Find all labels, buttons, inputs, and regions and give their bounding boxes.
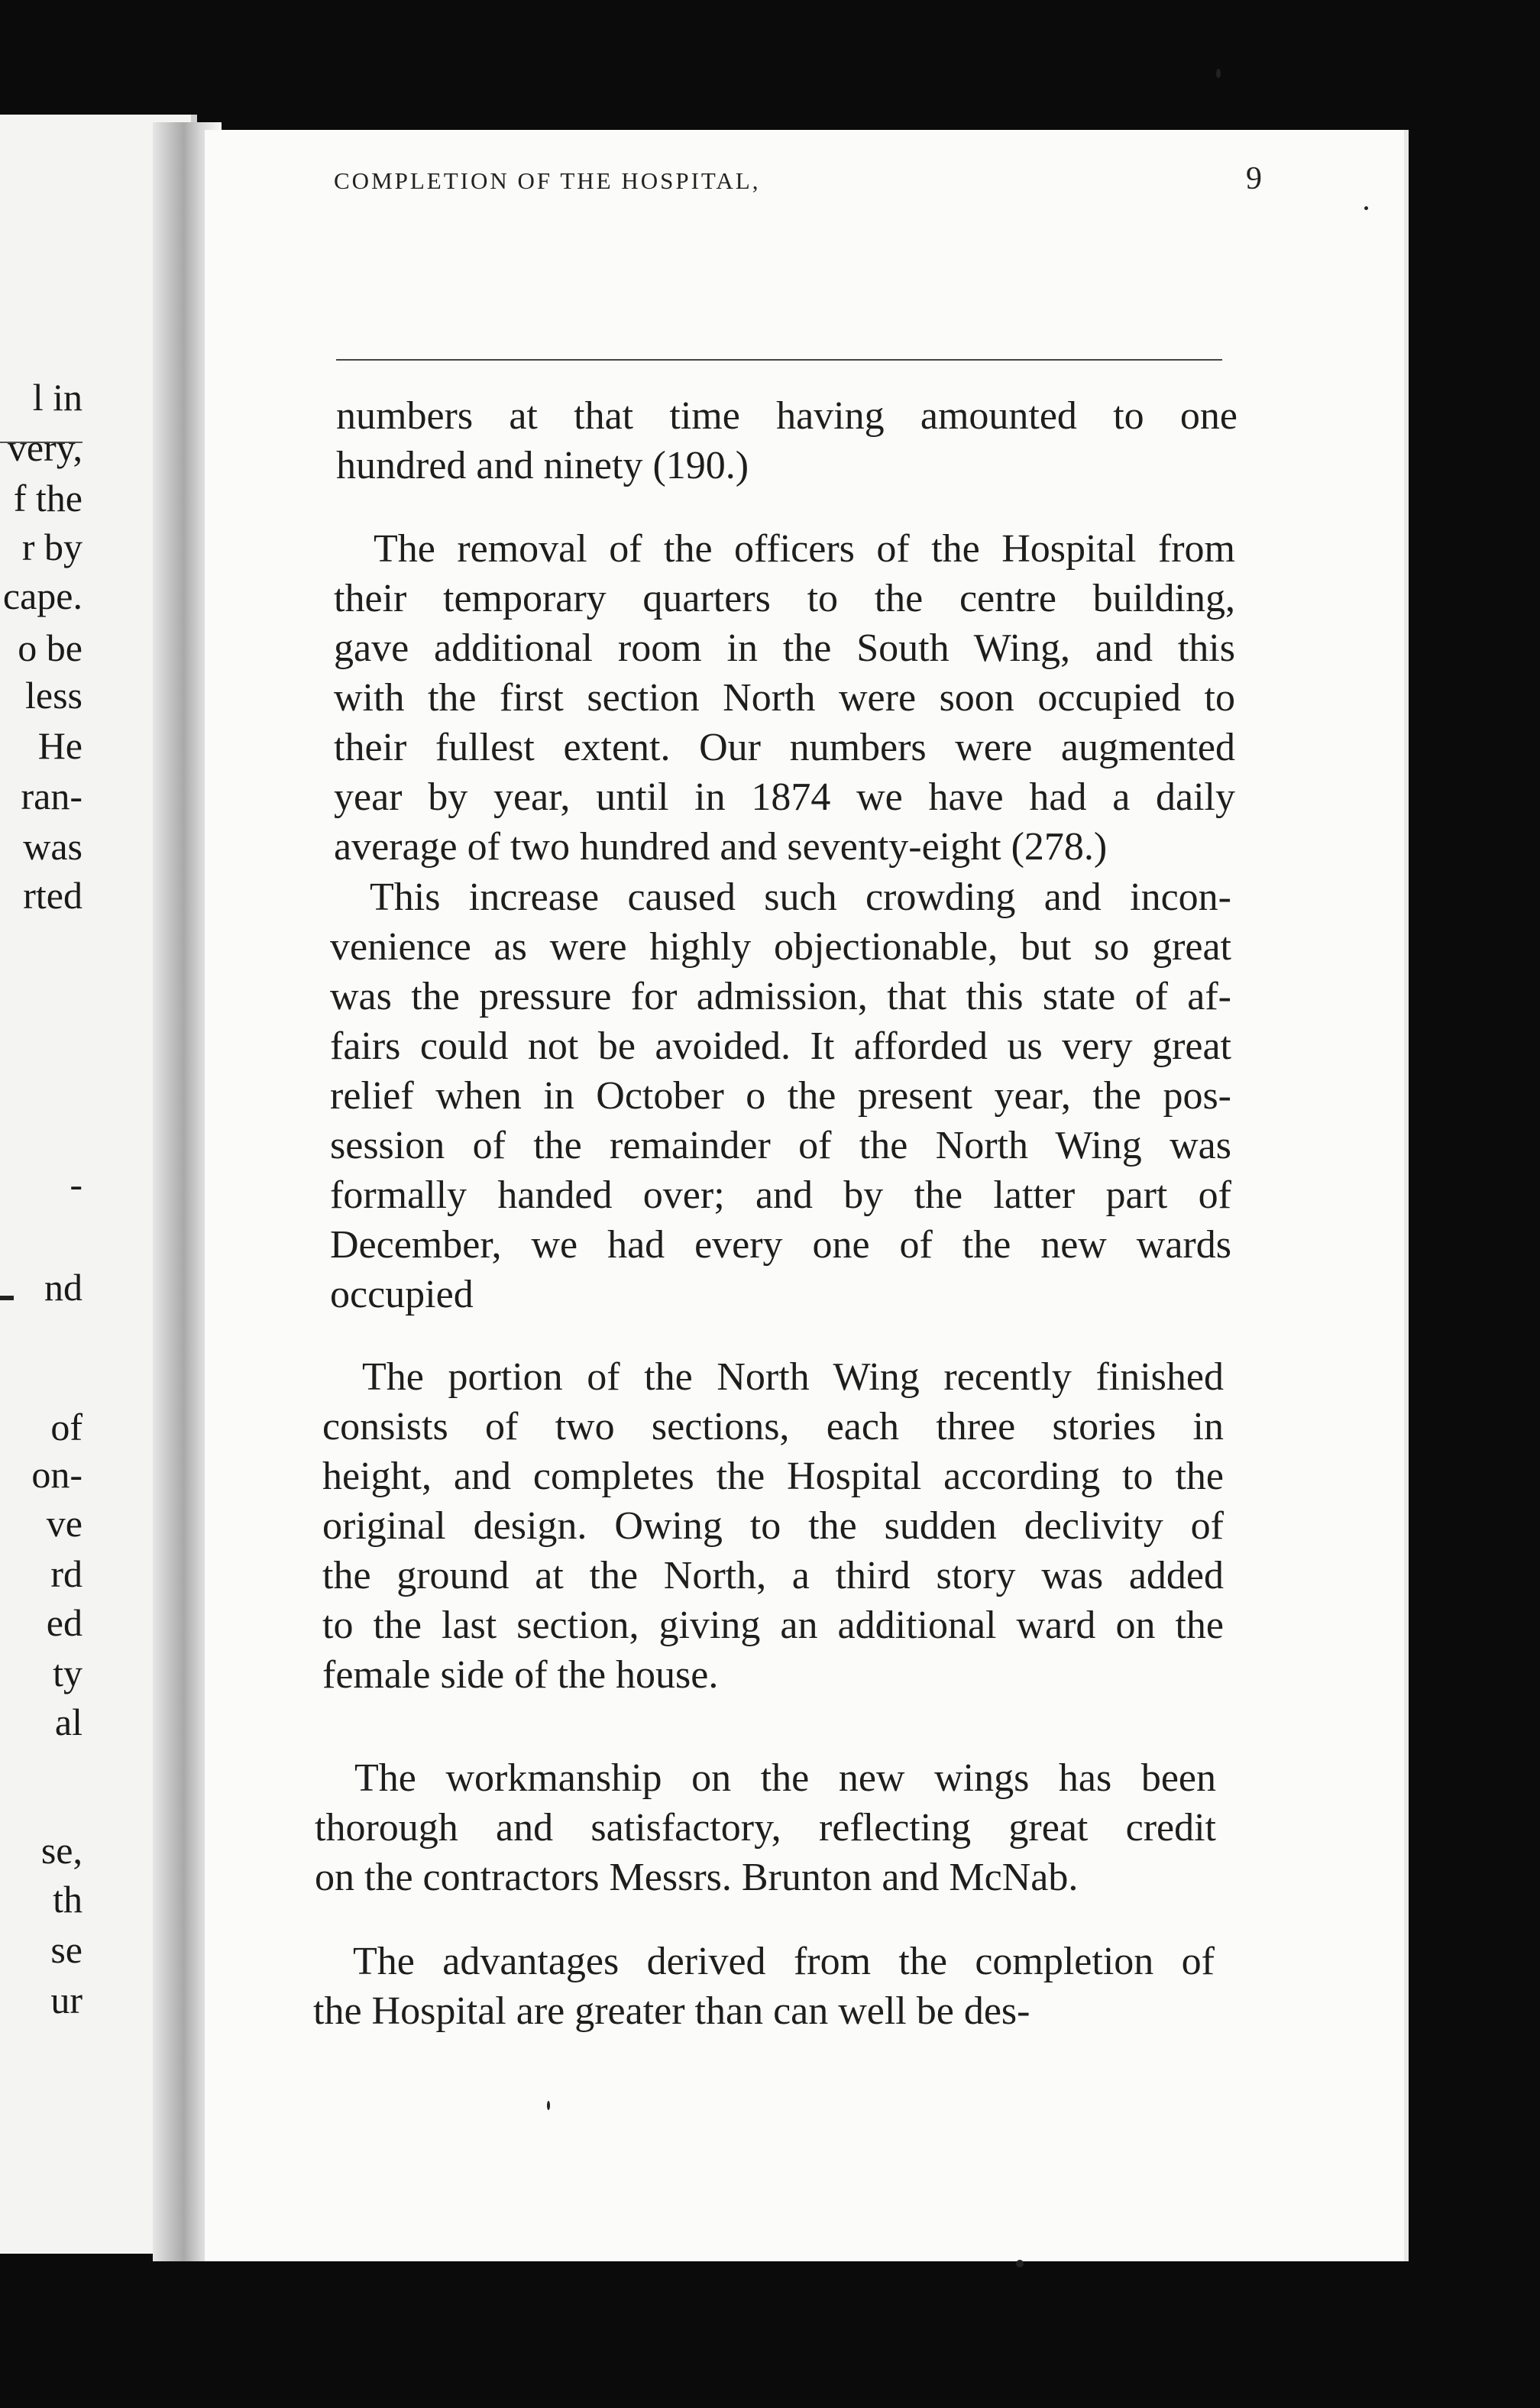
left-page-fragment: ve xyxy=(46,1502,82,1545)
left-page-fragment: nd xyxy=(44,1266,82,1309)
left-page-fragment: f the xyxy=(13,477,82,519)
header-rule xyxy=(336,359,1222,361)
left-page-fragment: al xyxy=(54,1701,82,1743)
left-page-fragment: less xyxy=(25,674,82,717)
text-line: height, and completes the Hospital according to the xyxy=(322,1455,1224,1498)
scan-speck xyxy=(1216,69,1221,78)
text-line: the ground at the North, a third story was added xyxy=(322,1554,1224,1597)
text-line: numbers at that time having amounted to one xyxy=(336,394,1238,438)
text-line: thorough and satisfactory, reflecting great credit xyxy=(315,1806,1216,1850)
left-page-fragment: He xyxy=(37,724,82,767)
body-paragraph xyxy=(322,1352,1224,1700)
text-line: This increase caused such crowding and incon- xyxy=(370,875,1231,919)
text-line: their temporary quarters to the centre building, xyxy=(334,577,1235,620)
left-page-fragment: l in xyxy=(32,376,82,419)
text-line: to the last section, giving an additional ward on the xyxy=(322,1604,1224,1647)
body-paragraph xyxy=(315,1753,1216,1902)
left-page-fragment: ran- xyxy=(21,775,82,817)
text-line: December, we had every one of the new wards xyxy=(330,1223,1231,1267)
running-title: COMPLETION OF THE HOSPITAL, xyxy=(334,167,761,194)
left-page-fragment: - xyxy=(70,1163,82,1206)
left-page-fragment: th xyxy=(53,1878,82,1921)
body-paragraph xyxy=(313,1937,1215,2036)
running-head xyxy=(334,160,1264,197)
text-line: hundred and ninety (190.) xyxy=(336,444,749,487)
left-page-fragment: of xyxy=(50,1406,82,1448)
text-line: relief when in October o the present year, the pos- xyxy=(330,1074,1231,1118)
left-page-fragment: se xyxy=(50,1928,82,1971)
text-line: original design. Owing to the sudden declivity of xyxy=(322,1504,1224,1548)
body-paragraph xyxy=(330,872,1231,1319)
text-line: the Hospital are greater than can well be des- xyxy=(313,1989,1030,2033)
left-page-fragment: on- xyxy=(31,1453,82,1496)
left-page-fragment: o be xyxy=(18,626,82,669)
text-line: their fullest extent. Our numbers were augmented xyxy=(334,726,1235,769)
left-page-fragment: ur xyxy=(50,1979,82,2021)
text-line: formally handed over; and by the latter part of xyxy=(330,1173,1231,1217)
text-line: The workmanship on the new wings has been xyxy=(354,1756,1216,1800)
text-line: gave additional room in the South Wing, and this xyxy=(334,626,1235,670)
text-line: The advantages derived from the completion of xyxy=(353,1940,1215,1983)
left-page-fragment: rd xyxy=(50,1552,82,1595)
text-line: with the first section North were soon occupied to xyxy=(334,676,1235,720)
body-paragraph xyxy=(336,391,1238,490)
left-page-fragment: rted xyxy=(23,874,82,917)
text-line: venience as were highly objectionable, but so great xyxy=(330,925,1231,969)
text-line: session of the remainder of the North Wing was xyxy=(330,1124,1231,1167)
left-page-fragment: r by xyxy=(21,526,82,568)
left-page-fragment: very, xyxy=(7,426,82,469)
left-page-fragment: se, xyxy=(40,1829,82,1872)
text-line: was the pressure for admission, that this state of af- xyxy=(330,975,1231,1018)
text-line: on the contractors Messrs. Brunton and McNab. xyxy=(315,1856,1079,1899)
scan-speck xyxy=(1016,2260,1024,2267)
scan-speck xyxy=(1364,206,1368,210)
text-line: The portion of the North Wing recently finished xyxy=(362,1355,1224,1399)
left-page-fragment: cape. xyxy=(2,574,82,617)
text-line: fairs could not be avoided. It afforded us very great xyxy=(330,1024,1231,1068)
left-page-fragment: was xyxy=(23,825,82,868)
scan-speck xyxy=(547,2101,550,2110)
text-line: year by year, until in 1874 we have had a daily xyxy=(334,775,1235,819)
left-page-fragment: ed xyxy=(46,1601,82,1644)
text-line: The removal of the officers of the Hospital from xyxy=(374,527,1235,571)
text-line: consists of two sections, each three stories in xyxy=(322,1405,1224,1448)
text-line: female side of the house. xyxy=(322,1653,719,1697)
left-page-fragment: ty xyxy=(53,1652,82,1694)
body-paragraph xyxy=(334,524,1235,872)
page-number: 9 xyxy=(1246,161,1264,196)
text-line: average of two hundred and seventy-eight (278.) xyxy=(334,825,1108,869)
text-line: occupied xyxy=(330,1273,474,1316)
